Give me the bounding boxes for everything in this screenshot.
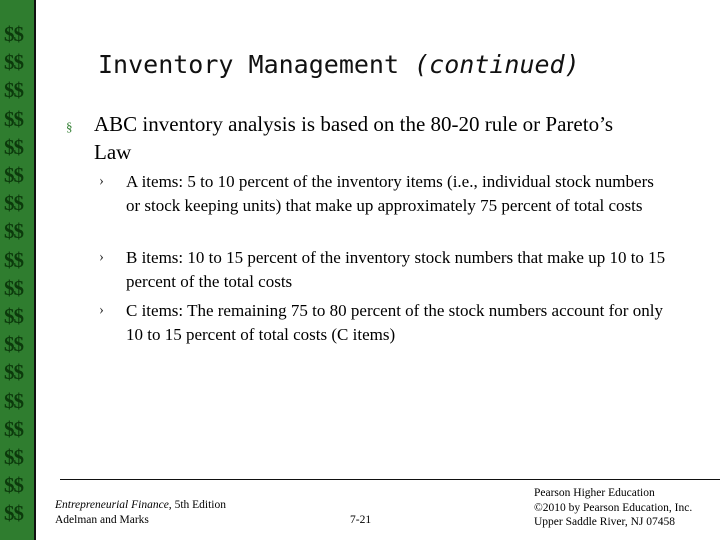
slide-title-main: Inventory Management <box>98 50 400 79</box>
sub-bullet-c <box>99 299 669 346</box>
slide-title <box>98 50 658 79</box>
dollar-sign-icon: $$ <box>4 332 23 357</box>
dollar-sign-icon: $$ <box>4 78 23 103</box>
footer-publisher <box>534 486 719 530</box>
dollar-sign-icon: $$ <box>4 275 23 300</box>
sub-bullet-a <box>99 170 669 217</box>
footer-authors: Adelman and Marks <box>55 513 149 526</box>
chevron-bullet-icon: › <box>99 302 104 318</box>
footer-book-title: Entrepreneurial Finance, <box>55 499 172 511</box>
sub-bullet-text: B items: 10 to 15 percent of the inventory stock numbers that make up 10 to 15 percent of the total costs <box>126 248 666 291</box>
dollar-sign-icon: $$ <box>4 50 23 75</box>
square-bullet-icon: § <box>66 119 73 134</box>
footer-book-info <box>55 498 226 527</box>
sidebar-divider <box>34 0 36 540</box>
page-number: 7-21 <box>350 514 372 526</box>
dollar-sign-icon: $$ <box>4 219 23 244</box>
chevron-bullet-icon: › <box>99 249 104 265</box>
sub-bullet-text: A items: 5 to 10 percent of the inventory items (i.e., individual stock numbers or stock keeping units) that make up approximately 75 percent of total costs <box>126 172 654 215</box>
decorative-sidebar <box>0 0 36 540</box>
dollar-sign-icon: $$ <box>4 360 23 385</box>
dollar-sign-icon: $$ <box>4 473 23 498</box>
dollar-sign-icon: $$ <box>4 304 23 328</box>
footer-publisher-line: ©2010 by Pearson Education, Inc. <box>534 501 693 514</box>
dollar-sign-icon: $$ <box>4 191 23 216</box>
main-bullet-text: ABC inventory analysis is based on the 80-20 rule or Pareto’s Law <box>94 112 614 164</box>
footer-publisher-line: Pearson Higher Education <box>534 487 655 499</box>
footer-edition: 5th Edition <box>174 499 226 511</box>
sub-bullet-b <box>99 246 669 293</box>
dollar-sign-icon: $$ <box>4 445 23 469</box>
dollar-sign-icon: $$ <box>4 388 23 413</box>
dollar-sign-icon: $$ <box>4 501 23 526</box>
dollar-sign-icon: $$ <box>4 416 23 441</box>
chevron-bullet-icon: › <box>99 173 104 189</box>
slide-title-suffix: (continued) <box>414 50 580 79</box>
dollar-sign-icon: $$ <box>4 22 23 46</box>
sub-bullet-text: C items: The remaining 75 to 80 percent of the stock numbers account for only 10 to 15 percent of total costs (C items) <box>126 301 663 344</box>
dollar-sign-icon: $$ <box>4 163 23 187</box>
footer-divider <box>60 479 720 480</box>
dollar-sign-icon: $$ <box>4 247 23 272</box>
main-bullet <box>66 110 626 166</box>
dollar-sign-icon: $$ <box>4 106 23 131</box>
dollar-sign-icon: $$ <box>4 134 23 159</box>
footer-publisher-line: Upper Saddle River, NJ 07458 <box>534 516 676 528</box>
